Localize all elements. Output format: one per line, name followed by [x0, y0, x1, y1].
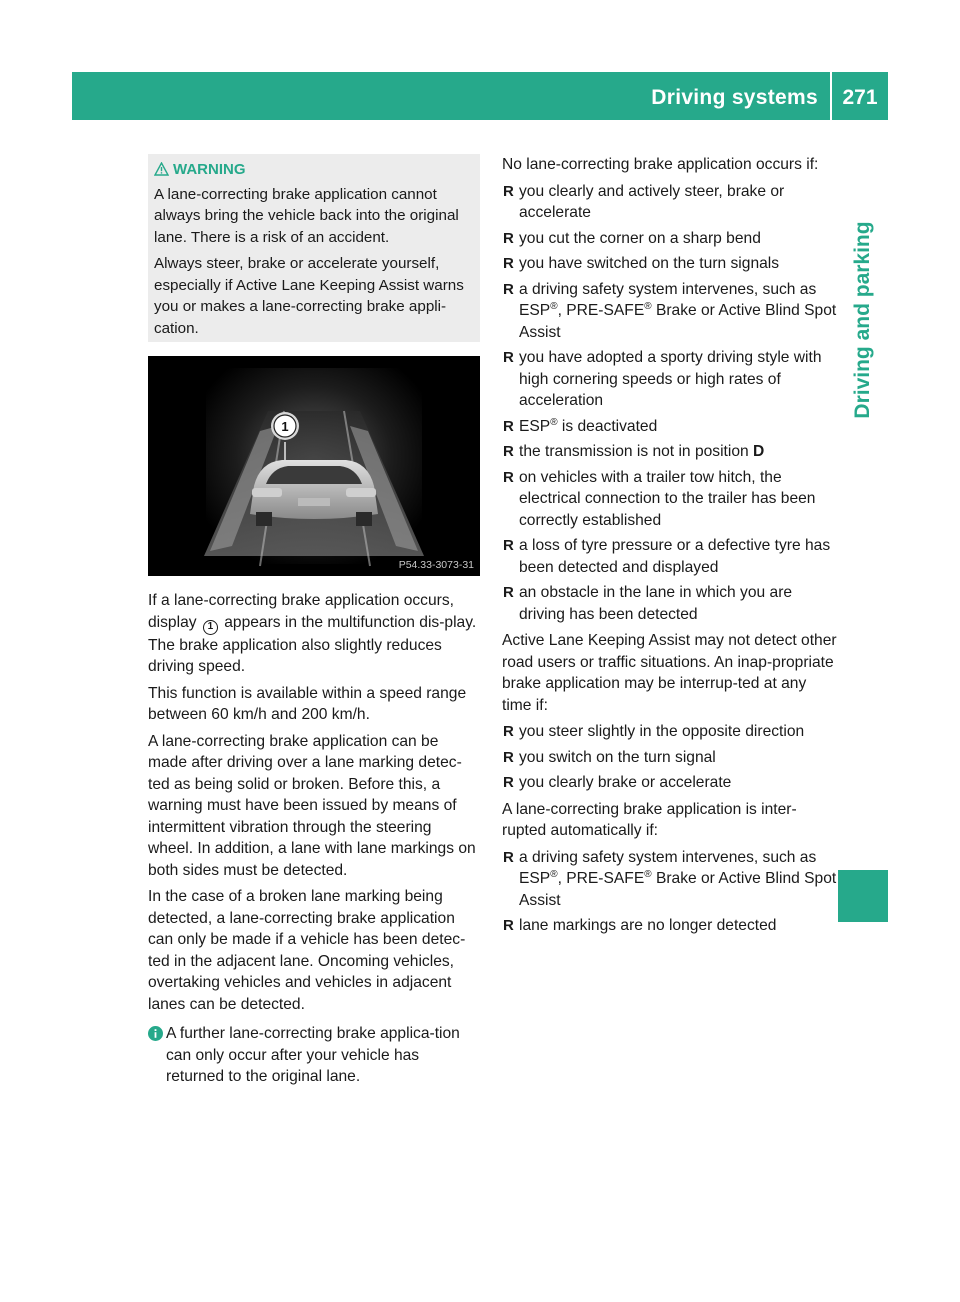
car-rear-icon [250, 460, 378, 526]
list-item: R lane markings are no longer detected [503, 917, 777, 934]
header-divider [830, 72, 832, 120]
display-illustration [148, 356, 480, 576]
page-header [72, 72, 888, 120]
list-item: R you clearly brake or accelerate [503, 774, 732, 791]
info-icon [148, 1026, 163, 1041]
list-item: R a driving safety system intervenes, such as ESP®, PRE-SAFE® Brake or Active Blind Spot Assist [503, 848, 837, 909]
warning-title: WARNING [173, 161, 246, 178]
paragraph: This function is available within a speed range between 60 km/h and 200 km/h. [148, 684, 467, 723]
paragraph: In the case of a broken lane marking being detected, a lane-correcting brake application can only be made if a vehicle has been detec-ted in the adjacent lane. Oncoming vehicles, overtaking vehicles and vehicles in adjacent lanes can be detected. [148, 888, 466, 1013]
condition-list [502, 847, 837, 937]
info-note: A further lane-correcting brake applica-tion can only occur after your vehicle has returned to the original lane. [148, 1023, 480, 1088]
chapter-tab-label: Driving and parking [851, 221, 874, 419]
list-item: R on vehicles with a trailer tow hitch, the electrical connection to the trailer has been correctly established [503, 468, 816, 529]
paragraph: A lane-correcting brake application can be made after driving over a lane marking detec-ted as being solid or broken. Before this, a warning must have been issued by means of intermittent vibration through the steering wheel. In addition, a lane with lane markings on both sides must be detected. [148, 732, 476, 879]
figure-caption: P54.33-3073-31 [398, 559, 474, 571]
left-column [148, 590, 480, 1093]
list-item: R you switch on the turn signal [503, 748, 716, 766]
list-item: R a driving safety system intervenes, such as ESP®, PRE-SAFE® Brake or Active Blind Spot Assist [503, 280, 837, 341]
list-item: R you have adopted a sporty driving style with high cornering speeds or high rates of acceleration [503, 349, 822, 409]
list-item: R you steer slightly in the opposite direction [503, 723, 805, 740]
list-item: R an obstacle in the lane in which you are driving has been detected [503, 584, 793, 623]
condition-list [502, 181, 837, 626]
list-item: R you have switched on the turn signals [503, 255, 780, 272]
list-item: R you cut the corner on a sharp bend [503, 229, 761, 247]
warning-text: Always steer, brake or accelerate yourself, especially if Active Lane Keeping Assist warns you or makes a lane-correcting brake appli-cation. [154, 255, 464, 337]
condition-list [502, 721, 837, 794]
paragraph: If a lane-correcting brake application occurs, display 1 appears in the multifunction dis-play. The brake application also slightly reduces driving speed. [148, 592, 477, 675]
section-title: Driving systems [651, 86, 818, 109]
warning-box [148, 154, 480, 342]
warning-text: A lane-correcting brake application cannot always bring the vehicle back into the original lane. There is a risk of an accident. [154, 185, 459, 246]
right-column [502, 154, 837, 942]
paragraph: No lane-correcting brake application occurs if: [502, 156, 819, 173]
callout-badge: 1 [203, 620, 218, 635]
list-item: R you clearly and actively steer, brake or accelerate [503, 182, 785, 221]
paragraph: Active Lane Keeping Assist may not detect other road users or traffic situations. An inap-propriate brake application may be interrup-ted at any time if: [502, 632, 837, 714]
lane-keeping-display-image [148, 356, 480, 576]
chapter-marker [838, 870, 888, 922]
figure-callout: 1 [281, 419, 289, 434]
paragraph: A lane-correcting brake application is inter-rupted automatically if: [502, 800, 797, 839]
list-item: R ESP® is deactivated [503, 416, 658, 435]
warning-heading [154, 159, 474, 181]
warning-triangle-icon [154, 162, 169, 176]
list-item: R the transmission is not in position D [503, 443, 765, 460]
page-number: 271 [842, 86, 878, 109]
list-item: R a loss of tyre pressure or a defective tyre has been detected and displayed [503, 537, 831, 576]
chapter-tab [838, 221, 888, 419]
